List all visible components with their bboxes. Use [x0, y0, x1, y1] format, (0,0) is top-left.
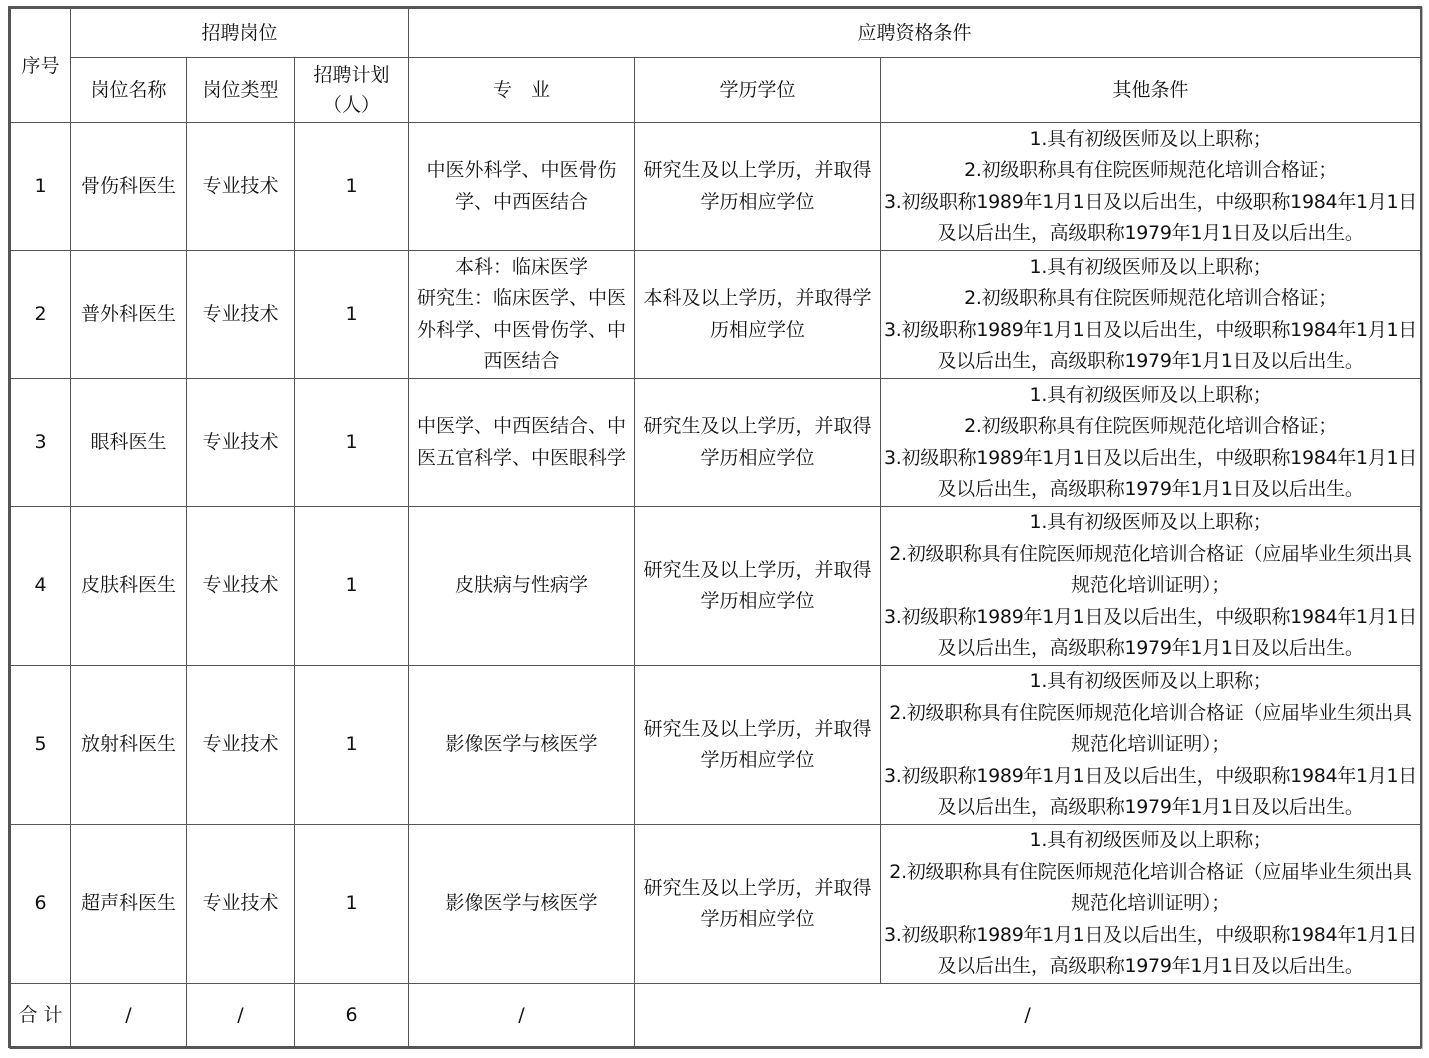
- row-education-line: 研究生及以上学历，并取得: [643, 558, 872, 581]
- row-conditions-line: 1.具有初级医师及以上职称；: [1029, 829, 1272, 852]
- row-conditions-line: 3.初级职称1989年1月1日及以后出生，中级职称1984年1月1日: [884, 318, 1418, 341]
- recruitment-table: [10, 8, 1421, 1049]
- row-education-line: 历相应学位: [709, 318, 805, 341]
- recruitment-table-frame: [8, 6, 1422, 1048]
- row-education-line: 学历相应学位: [700, 749, 815, 771]
- row-plan: 1: [295, 123, 409, 251]
- row-conditions: [881, 123, 1421, 251]
- row-conditions-line: 2.初级职称具有住院医师规范化培训合格证；: [964, 159, 1337, 181]
- header-group-qualification: 应聘资格条件: [409, 9, 1421, 58]
- row-conditions: [881, 507, 1421, 666]
- table-row: [11, 251, 1421, 379]
- row-major-line: 医五官科学、中医眼科学: [416, 446, 626, 469]
- row-position-name: 皮肤科医生: [71, 507, 187, 666]
- row-seq: 5: [11, 666, 71, 825]
- row-conditions-line: 2.初级职称具有住院医师规范化培训合格证（应届毕业生须出具: [889, 860, 1412, 883]
- header-education: 学历学位: [635, 58, 881, 123]
- row-conditions-line: 1.具有初级医师及以上职称；: [1029, 127, 1272, 150]
- row-conditions: [881, 825, 1421, 984]
- row-major: [409, 666, 635, 825]
- row-major: [409, 825, 635, 984]
- row-conditions-line: 及以后出生，高级职称1979年1月1日及以后出生。: [937, 796, 1364, 819]
- row-conditions-line: 规范化培训证明）；: [1071, 733, 1230, 756]
- row-position-type: 专业技术: [187, 123, 295, 251]
- header-row-top: [11, 9, 1421, 58]
- row-education: [635, 379, 881, 507]
- header-major: 专 业: [409, 58, 635, 123]
- row-conditions-line: 1.具有初级医师及以上职称；: [1029, 511, 1272, 534]
- row-conditions-line: 2.初级职称具有住院医师规范化培训合格证（应届毕业生须出具: [889, 542, 1412, 565]
- row-position-name: 骨伤科医生: [71, 123, 187, 251]
- row-conditions-line: 2.初级职称具有住院医师规范化培训合格证；: [964, 287, 1337, 309]
- row-education-line: 学历相应学位: [700, 590, 815, 612]
- row-conditions-line: 及以后出生，高级职称1979年1月1日及以后出生。: [937, 637, 1364, 660]
- row-position-type: 专业技术: [187, 666, 295, 825]
- header-row-bottom: [11, 58, 1421, 123]
- total-name: /: [71, 984, 187, 1049]
- row-major: [409, 507, 635, 666]
- row-major: [409, 123, 635, 251]
- row-major-line: 中医外科学、中医骨伤: [426, 159, 617, 181]
- row-conditions-line: 规范化培训证明）；: [1071, 892, 1230, 915]
- row-conditions-line: 及以后出生，高级职称1979年1月1日及以后出生。: [937, 478, 1364, 500]
- table-row: [11, 507, 1421, 666]
- total-rest: /: [635, 984, 1421, 1049]
- row-education-line: 研究生及以上学历，并取得: [643, 876, 872, 899]
- row-position-type: 专业技术: [187, 379, 295, 507]
- row-position-name: 眼科医生: [71, 379, 187, 507]
- total-label: 合 计: [11, 984, 71, 1049]
- header-seq: 序号: [11, 9, 71, 123]
- row-education: [635, 825, 881, 984]
- row-major-line: 本科：临床医学: [454, 255, 588, 278]
- row-plan: 1: [295, 666, 409, 825]
- row-conditions: [881, 666, 1421, 825]
- row-seq: 4: [11, 507, 71, 666]
- header-plan: [295, 58, 409, 123]
- row-education: [635, 507, 881, 666]
- row-conditions: [881, 379, 1421, 507]
- total-major: /: [409, 984, 635, 1049]
- row-conditions: [881, 251, 1421, 379]
- row-plan: 1: [295, 825, 409, 984]
- row-conditions-line: 3.初级职称1989年1月1日及以后出生，中级职称1984年1月1日: [884, 446, 1418, 469]
- row-position-type: 专业技术: [187, 251, 295, 379]
- row-major-line: 研究生：临床医学、中医: [416, 287, 626, 309]
- row-conditions-line: 3.初级职称1989年1月1日及以后出生，中级职称1984年1月1日: [884, 764, 1418, 787]
- row-conditions-line: 3.初级职称1989年1月1日及以后出生，中级职称1984年1月1日: [884, 923, 1418, 946]
- table-row: [11, 666, 1421, 825]
- total-row: [11, 984, 1421, 1049]
- row-major-line: 中医学、中西医结合、中: [416, 415, 626, 437]
- row-position-type: 专业技术: [187, 825, 295, 984]
- row-plan: 1: [295, 507, 409, 666]
- row-conditions-line: 1.具有初级医师及以上职称；: [1029, 670, 1272, 693]
- row-position-name: 普外科医生: [71, 251, 187, 379]
- row-major-line: 影像医学与核医学: [445, 733, 598, 756]
- header-position-type: 岗位类型: [187, 58, 295, 123]
- total-plan: 6: [295, 984, 409, 1049]
- row-seq: 2: [11, 251, 71, 379]
- row-major-line: 皮肤病与性病学: [454, 574, 588, 597]
- row-major: [409, 251, 635, 379]
- row-major-line: 外科学、中医骨伤学、中: [416, 318, 626, 341]
- row-position-type: 专业技术: [187, 507, 295, 666]
- row-seq: 1: [11, 123, 71, 251]
- row-conditions-line: 及以后出生，高级职称1979年1月1日及以后出生。: [937, 222, 1364, 244]
- row-education-line: 研究生及以上学历，并取得: [643, 717, 872, 740]
- row-education: [635, 251, 881, 379]
- row-education-line: 学历相应学位: [700, 190, 815, 213]
- row-seq: 3: [11, 379, 71, 507]
- row-conditions-line: 3.初级职称1989年1月1日及以后出生，中级职称1984年1月1日: [884, 605, 1418, 628]
- row-education-line: 研究生及以上学历，并取得: [643, 159, 872, 181]
- row-education-line: 学历相应学位: [700, 908, 815, 930]
- row-education: [635, 666, 881, 825]
- row-conditions-line: 1.具有初级医师及以上职称；: [1029, 255, 1272, 278]
- row-position-name: 超声科医生: [71, 825, 187, 984]
- row-education: [635, 123, 881, 251]
- row-conditions-line: 2.初级职称具有住院医师规范化培训合格证（应届毕业生须出具: [889, 701, 1412, 724]
- total-type: /: [187, 984, 295, 1049]
- row-plan: 1: [295, 379, 409, 507]
- header-group-position: 招聘岗位: [71, 9, 409, 58]
- row-education-line: 学历相应学位: [700, 446, 815, 469]
- header-other-conditions: 其他条件: [881, 58, 1421, 123]
- row-major: [409, 379, 635, 507]
- header-plan-line2: （人）: [322, 94, 380, 116]
- header-position-name: 岗位名称: [71, 58, 187, 123]
- table-row: [11, 825, 1421, 984]
- row-conditions-line: 及以后出生，高级职称1979年1月1日及以后出生。: [937, 350, 1364, 372]
- row-conditions-line: 2.初级职称具有住院医师规范化培训合格证；: [964, 415, 1337, 437]
- row-major-line: 影像医学与核医学: [445, 892, 598, 915]
- header-plan-line1: 招聘计划: [313, 64, 390, 86]
- row-plan: 1: [295, 251, 409, 379]
- row-seq: 6: [11, 825, 71, 984]
- row-major-line: 西医结合: [483, 350, 560, 372]
- row-conditions-line: 3.初级职称1989年1月1日及以后出生，中级职称1984年1月1日: [884, 190, 1418, 213]
- table-row: [11, 379, 1421, 507]
- table-row: [11, 123, 1421, 251]
- row-conditions-line: 规范化培训证明）；: [1071, 574, 1230, 597]
- row-conditions-line: 1.具有初级医师及以上职称；: [1029, 383, 1272, 406]
- row-major-line: 学、中西医结合: [454, 190, 588, 213]
- row-conditions-line: 及以后出生，高级职称1979年1月1日及以后出生。: [937, 955, 1364, 978]
- row-education-line: 本科及以上学历，并取得学: [643, 287, 872, 309]
- row-education-line: 研究生及以上学历，并取得: [643, 415, 872, 437]
- row-position-name: 放射科医生: [71, 666, 187, 825]
